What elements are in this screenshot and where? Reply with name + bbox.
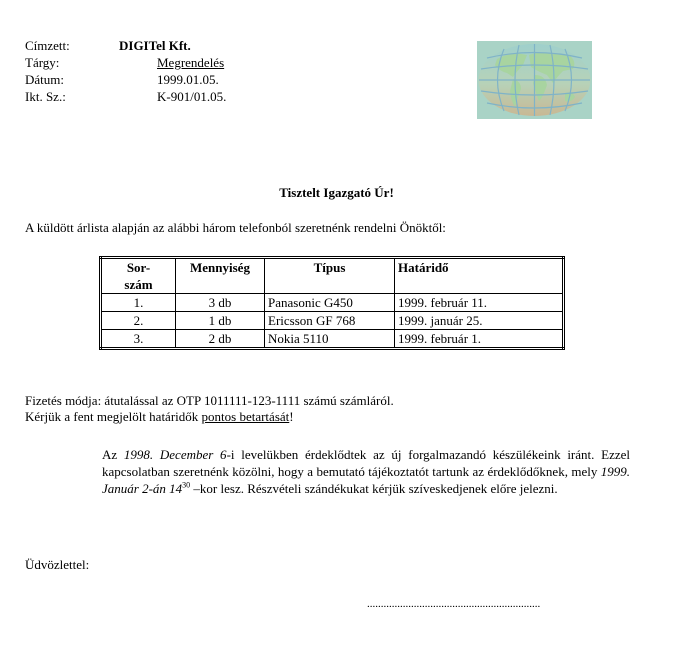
cell-type: Ericsson GF 768 xyxy=(265,312,395,330)
cell-type: Panasonic G450 xyxy=(265,294,395,312)
intro-text: A küldött árlista alapján az alábbi három telefonból szeretnénk rendelni Önöktől: xyxy=(25,220,446,235)
payment-text: Fizetés módja: átutalással az OTP 1011111-123-1111 számú számláról. xyxy=(25,393,394,408)
date-label: Dátum: xyxy=(25,72,64,87)
reference-label: Ikt. Sz.: xyxy=(25,89,66,104)
header-quantity: Mennyiség xyxy=(176,258,265,294)
header-type: Típus xyxy=(265,258,395,294)
signature-line: ............................................................... xyxy=(367,598,541,610)
table-row xyxy=(101,312,564,330)
event-paragraph: Az 1998. December 6-i levelükben érdeklődtek az új forgalmazandó készülékeink iránt. Ezzel kapcsolatban szeretnénk közölni, hogy a bemutató tájékoztatót tartunk az érdeklődőknek, mely 1999. Január 2-án $14^{30}$ –kor lesz. Részvételi szándékukat kérjük szíveskedjenek előre jelezni. xyxy=(102,447,630,496)
cell-deadline: 1999. január 25. xyxy=(395,312,564,330)
cell-quantity: 3 db xyxy=(176,294,265,312)
cell-serial: 1. xyxy=(101,294,176,312)
greeting: Tisztelt Igazgató Úr! xyxy=(279,185,394,200)
deadline-emphasis: pontos betartását xyxy=(201,409,290,424)
subject-value: Megrendelés xyxy=(157,55,225,70)
header-deadline: Határidő xyxy=(395,258,564,294)
cell-deadline: 1999. február 1. xyxy=(395,330,564,349)
cell-serial: 3. xyxy=(101,330,176,349)
deadline-note: Kérjük a fent megjelölt határidők pontos betartását! xyxy=(25,409,294,424)
date-value: 1999.01.05. xyxy=(157,72,219,87)
subject-label: Tárgy: xyxy=(25,55,60,70)
recipient-label: Címzett: xyxy=(25,38,70,53)
cell-deadline: 1999. február 11. xyxy=(395,294,564,312)
recipient-value: DIGITel Kft. xyxy=(119,38,191,53)
cell-quantity: 1 db xyxy=(176,312,265,330)
closing: Üdvözlettel: xyxy=(25,557,90,572)
header-serial: Sor- szám xyxy=(101,258,176,294)
order-table xyxy=(99,256,565,350)
world-map-logo-icon xyxy=(477,41,592,119)
reference-value: K-901/01.05. xyxy=(157,89,227,104)
cell-serial: 2. xyxy=(101,312,176,330)
table-header-row xyxy=(101,258,564,294)
table-row xyxy=(101,294,564,312)
table-row xyxy=(101,330,564,349)
cell-quantity: 2 db xyxy=(176,330,265,349)
cell-type: Nokia 5110 xyxy=(265,330,395,349)
